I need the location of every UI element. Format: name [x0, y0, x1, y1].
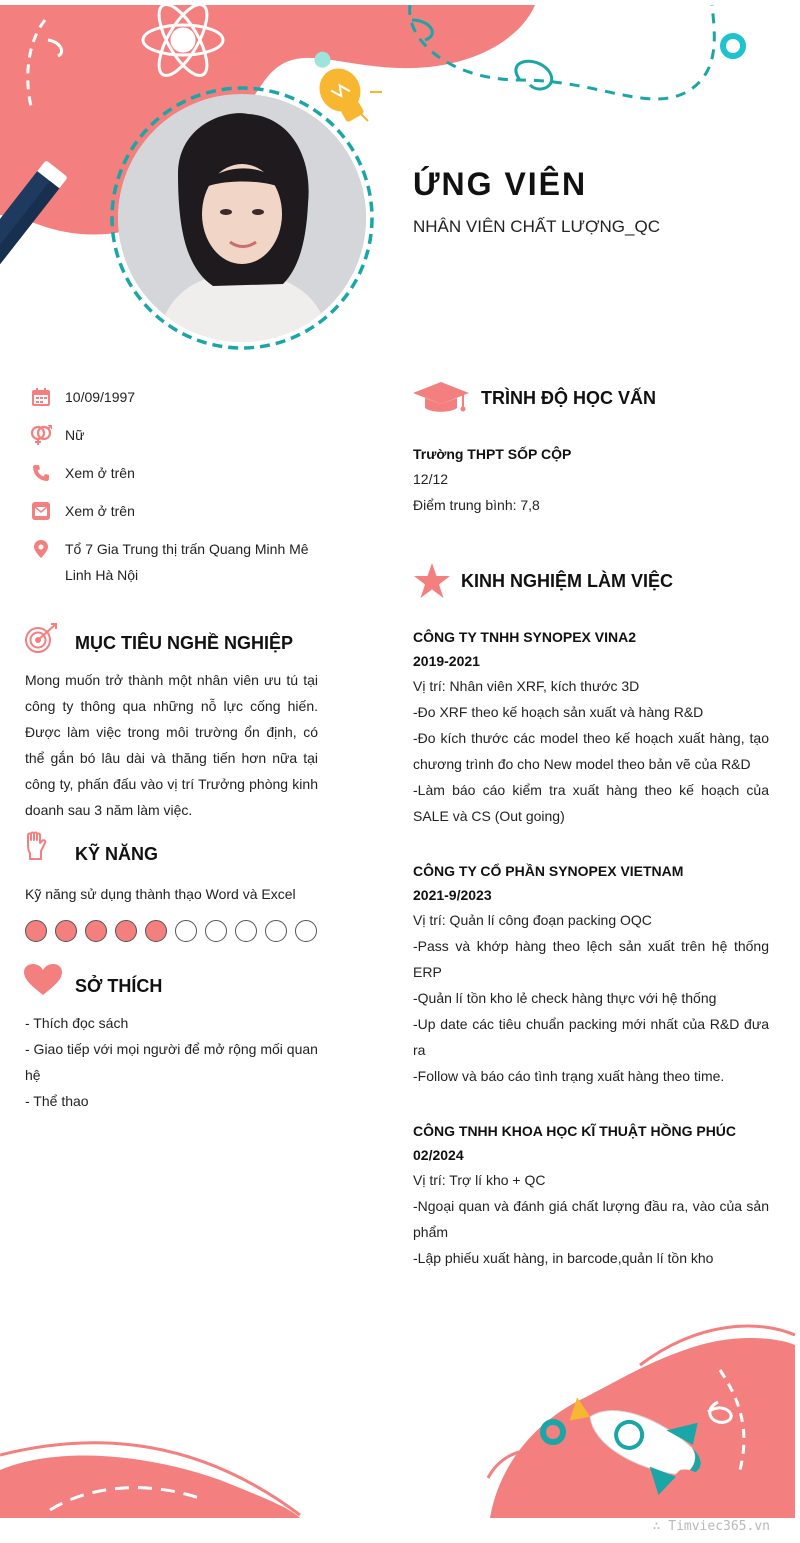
experience-line: -Pass và khớp hàng theo lệch sản xuất trên hệ thống ERP [413, 938, 769, 980]
site-watermark: ∴ Timviec365.vn [652, 1519, 770, 1534]
email-icon [30, 501, 52, 521]
avatar-photo [118, 94, 366, 342]
gender-icon [30, 425, 52, 445]
education-grade: 12/12 [413, 471, 449, 487]
skill-dot-empty [295, 920, 317, 942]
experience-period: 2019-2021 [413, 653, 480, 669]
experience-period: 2021-9/2023 [413, 887, 492, 903]
skill-dot-empty [205, 920, 227, 942]
experience-company: CÔNG TNHH KHOA HỌC KĨ THUẬT HỒNG PHÚC [413, 1123, 737, 1139]
heart-icon [24, 964, 62, 996]
skill-dot-empty [235, 920, 257, 942]
experience-period: 02/2024 [413, 1147, 464, 1163]
objective-title: MỤC TIÊU NGHỀ NGHIỆP [75, 633, 294, 653]
experience-line: Vị trí: Quản lí công đoạn packing OQC [413, 912, 652, 928]
experience-line: Vị trí: Trợ lí kho + QC [413, 1172, 546, 1188]
experience-line: -Up date các tiêu chuẩn packing mới nhất của R&D đưa ra [413, 1016, 769, 1058]
education-score: Điểm trung bình: 7,8 [413, 497, 540, 513]
avatar [108, 84, 376, 352]
experience-line: -Làm báo cáo kiểm tra xuất hàng theo kế hoạch của SALE và CS (Out going) [413, 782, 769, 824]
skills-title: KỸ NĂNG [75, 844, 159, 864]
contact-birthdate: 10/09/1997 [30, 387, 315, 410]
hobby-item: - Giao tiếp với mọi người để mở rộng mối quan hệ [25, 1041, 318, 1083]
contact-email: Xem ở trên [30, 501, 315, 524]
experience-line: -Ngoại quan và đánh giá chất lượng đầu ra, vào của sản phẩm [413, 1198, 769, 1240]
experience-line: -Quản lí tồn kho lẻ check hàng thực với hệ thống [413, 990, 717, 1006]
education-school: Trường THPT SỐP CỘP [413, 446, 572, 462]
graduation-cap-icon [413, 380, 469, 414]
hobbies-title: SỞ THÍCH [75, 976, 163, 996]
skill-dot-filled [145, 920, 167, 942]
contact-phone: Xem ở trên [30, 463, 315, 486]
experience-line: -Follow và báo cáo tình trạng xuất hàng theo time. [413, 1068, 725, 1084]
calendar-icon [30, 387, 52, 407]
skill-dot-empty [175, 920, 197, 942]
experience-line: -Đo XRF theo kế hoạch sản xuất và hàng R&D [413, 704, 704, 720]
skill-dot-filled [55, 920, 77, 942]
experience-item [413, 625, 769, 829]
objective-text: Mong muốn trở thành một nhân viên ưu tú tại công ty thông qua những nỗ lực cống hiến. Được làm việc trong môi trường ổn định, có thể gắn bó lâu dài và thăng tiến hơn nữa tại công ty, phấn đấu vào vị trí Trưởng phòng kinh doanh sau 3 năm làm việc. [25, 672, 318, 818]
candidate-name: ỨNG VIÊN [413, 166, 588, 202]
star-icon [413, 563, 451, 599]
experience-line: -Đo kích thước các model theo kế hoạch xuất hàng, tạo chương trình đo cho New model theo bản vẽ của R&D [413, 730, 769, 772]
experience-item [413, 1119, 769, 1271]
skill-rating [25, 920, 317, 942]
experience-line: -Lập phiếu xuất hàng, in barcode,quản lí tồn kho [413, 1250, 714, 1266]
education-block [413, 442, 769, 518]
skill-dot-filled [115, 920, 137, 942]
experience-line: Vị trí: Nhân viên XRF, kích thước 3D [413, 678, 640, 694]
hobby-item: - Thích đọc sách [25, 1015, 129, 1031]
skill-dot-empty [265, 920, 287, 942]
education-title: TRÌNH ĐỘ HỌC VẤN [481, 388, 656, 408]
experience-item [413, 859, 769, 1089]
skill-dot-filled [85, 920, 107, 942]
phone-icon [30, 463, 52, 483]
candidate-position: NHÂN VIÊN CHẤT LƯỢNG_QC [413, 217, 660, 236]
experience-company: CÔNG TY TNHH SYNOPEX VINA2 [413, 629, 637, 645]
contact-gender: Nữ [30, 425, 315, 448]
hobbies-list [25, 1010, 318, 1114]
location-icon [30, 539, 52, 559]
contact-address: Tổ 7 Gia Trung thị trấn Quang Minh Mê Linh Hà Nội [30, 539, 315, 588]
skill-name: Kỹ năng sử dụng thành thạo Word và Excel [25, 886, 296, 902]
experience-company: CÔNG TY CỔ PHẦN SYNOPEX VIETNAM [413, 863, 684, 879]
skill-dot-filled [25, 920, 47, 942]
target-icon [24, 622, 60, 654]
fist-icon [24, 831, 48, 863]
hobby-item: - Thể thao [25, 1093, 89, 1109]
experience-title: KINH NGHIỆM LÀM VIỆC [461, 571, 674, 591]
